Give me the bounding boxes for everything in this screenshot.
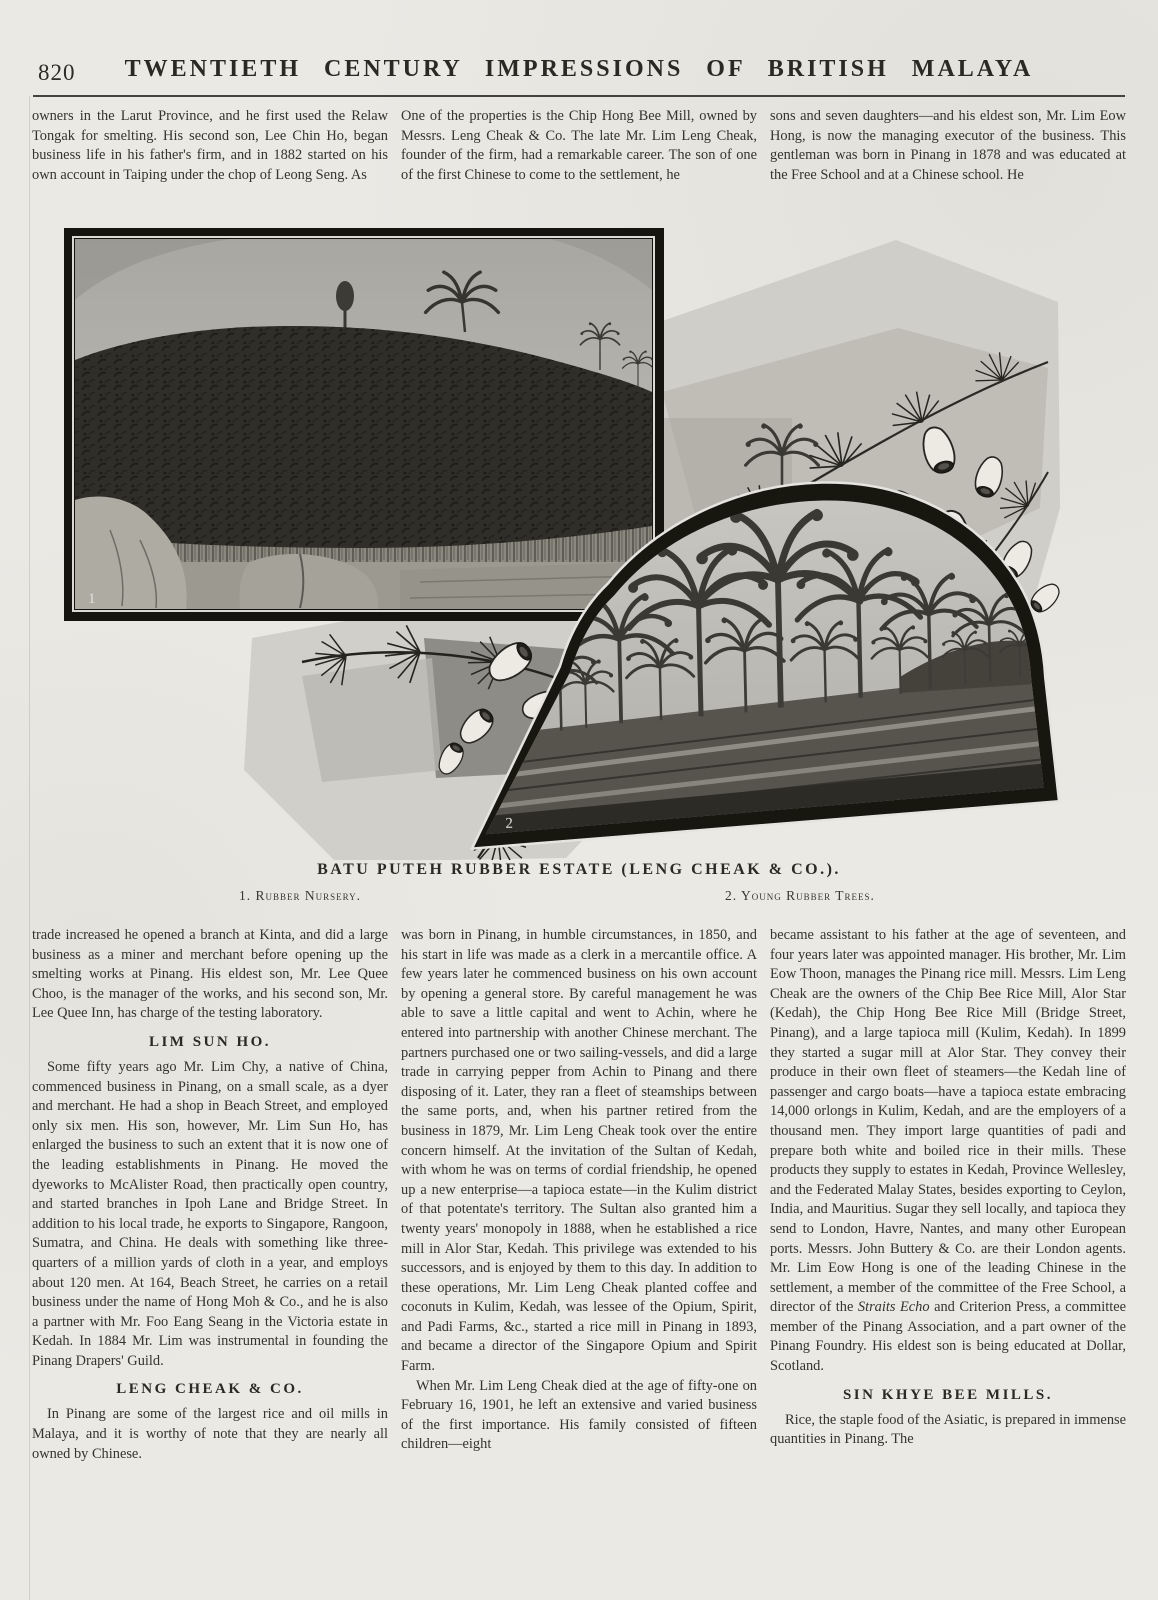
photo-1-number: 1: [88, 591, 96, 607]
section-heading-leng-cheak-and-co: LENG CHEAK & CO.: [116, 1381, 304, 1398]
paragraph: sons and seven daughters—and his eldest son, Mr. Lim Eow Hong, is now the managing executor of the business. This gentleman was born in Pinang in 1878 and was educated at the Free School and at a Chinese school. He: [770, 108, 1126, 183]
section-heading-sin-khye-bee-mills: SIN KHYE BEE MILLS.: [842, 1386, 1054, 1403]
bottom-text-columns: [32, 926, 1126, 1586]
paragraph: trade increased he opened a branch at Kinta, and did a large business as a miner and merchant before opening up the smelting works at Pinang. His eldest son, Mr. Lee Quee Choo, is the manager of the works, and his second son, Mr. Lee Quee Inn, has charge of the testing laboratory.: [32, 927, 388, 1022]
paragraph: Rice, the staple food of the Asiatic, is prepared in immense quantities in Pinang. The: [770, 1411, 1126, 1448]
paragraph: [770, 926, 1126, 1377]
paragraph: In Pinang are some of the largest rice and oil mills in Malaya, and it is worthy of note that they are nearly all owned by Chinese.: [32, 1406, 388, 1462]
paragraph: Some fifty years ago Mr. Lim Chy, a native of China, commenced business in Pinang, on a small scale, as a dyer and merchant. He had a shop in Beach Street, and employed only six men. His son, however, Mr. Lim Sun Ho, has enlarged the business to such an extent that it is now one of the leading establishments in Pinang. He moved the dyeworks to McAlister Road, then practically open country, and started branches in Ipoh Lane and Bridge Street. In addition to his local trade, he exports to Singapore, Rangoon, Sumatra, and China. He deals with something like three-quarters of a million yards of cloth in a year, and employs about 120 men. At 164, Beach Street, he carries on a retail business under the name of Hong Moh & Co., and he is also a partner with Mr. Foo Eang Seang in the Victoria estate in Kedah. In 1884 Mr. Lim was instrumental in founding the Pinang Drapers' Guild.: [32, 1058, 388, 1369]
paragraph: owners in the Larut Province, and he first used the Relaw Tongak for smelting. His second son, Lee Chin Ho, began business life in his father's firm, and in 1882 started on his own account in Taiping under the chop of Leong Seng. As: [32, 108, 388, 183]
paragraph: One of the properties is the Chip Hong Bee Mill, owned by Messrs. Leng Cheak & Co. The late Mr. Lim Leng Cheak, founder of the firm, had a remarkable career. The son of one of the first Chinese to come to the settlement, he: [401, 108, 757, 183]
paragraph-text: became assistant to his father at the age of seventeen, and four years later was appointed manager. His brother, Mr. Lim Eow Thoon, manages the Pinang rice mill. Messrs. Lim Leng Cheak are the owners of the Chip Bee Rice Mill, Alor Star (Kedah), the Chip Hong Bee Rice Mill (Bridge Street, Pinang), and a large tapioca mill (Kulim, Kedah). In 1899 they started a sugar mill at Alor Star. They convey their produce in their own fleet of steamers—the Kedah line of passenger and cargo boats—have a tapioca estate embracing 14,000 orlongs in Kulim, Kedah, and are the employers of a thousand men. They import large quantities of padi and prepare both white and boiled rice in their mills. These products they supply to estates in Kedah, Province Wellesley, and the Federated Malay States, besides exporting to Ceylon, India, and Mauritius. Sugar they sell locally, and tapioca they send to London, Havre, Nantes, and many other European ports. Messrs. John Buttery & Co. are their London agents. Mr. Lim Eow Hong is one of the leading Chinese in the settlement, a member of the committee of the Free School, a director of the: [770, 927, 1126, 1316]
page-title: TWENTIETH CENTURY IMPRESSIONS OF BRITISH MALAYA: [124, 56, 1034, 82]
page-number: 820: [38, 60, 76, 85]
header-rule: [33, 95, 1125, 97]
photo-rubber-nursery: [64, 228, 664, 621]
top-column-2: [401, 107, 757, 213]
top-column-1: [32, 107, 388, 213]
figure-montage: [0, 210, 1158, 860]
italic-publication-name: Straits Echo: [857, 1299, 930, 1316]
figure-subcaption-2: 2. Young Rubber Trees.: [725, 888, 875, 903]
bottom-column-1: [32, 926, 388, 1586]
bottom-column-3: [770, 926, 1126, 1586]
montage-illustration: [0, 210, 1158, 860]
figure-subcaption-1: 1. Rubber Nursery.: [238, 888, 362, 903]
paragraph: was born in Pinang, in humble circumstances, in 1850, and his start in life was made as a clerk in a mercantile office. A few years later he commenced business on his own account by opening a general store. By careful management he was able to save a little capital and went to Achin, where he entered into partnership with another Chinese merchant. The partners purchased one or two sailing-vessels, and did a large trade in carrying pepper from Achin to Pinang and there disposing of it. Later, they ran a fleet of steamships between the same ports, and, when his partner retired from the business in 1879, Mr. Lim Leng Cheak took over the entire concern himself. At the invitation of the Sultan of Kedah, with whom he was on terms of cordial friendship, he opened up a new enterprise—a tapioca estate—in the Kulim district of that potentate's territory. The Sultan also granted him a twenty years' monopoly in 1888, when he established a rice mill in Alor Star, Kedah. This privilege was extended to his successors, and is enjoyed by them to this day. In addition to these operations, Mr. Lim Leng Cheak planted coffee and coconuts in Kulim, Kedah, was lessee of the Opium, Spirit, and Padi Farms, &c., started a rice mill in Pinang in 1893, and became a director of the Singapore Opium and Spirit Farm.: [401, 927, 757, 1375]
top-text-columns: [32, 107, 1126, 213]
section-heading-lim-sun-ho: LIM SUN HO.: [148, 1033, 272, 1050]
top-column-3: [770, 107, 1126, 213]
paragraph: When Mr. Lim Leng Cheak died at the age of fifty-one on February 16, 1901, he left an extensive and varied business of the first importance. His family consisted of fifteen children—eight: [401, 1377, 757, 1453]
bottom-column-2: [401, 926, 757, 1586]
photo-2-number: 2: [505, 815, 514, 832]
paragraph-text: and Criterion Press, a committee member of the Pinang Association, and a part owner of the Pinang Foundry. His eldest son is being educated at Dollar, Scotland.: [770, 1299, 1126, 1375]
figure-caption: BATU PUTEH RUBBER ESTATE (LENG CHEAK & CO.).: [317, 861, 841, 878]
